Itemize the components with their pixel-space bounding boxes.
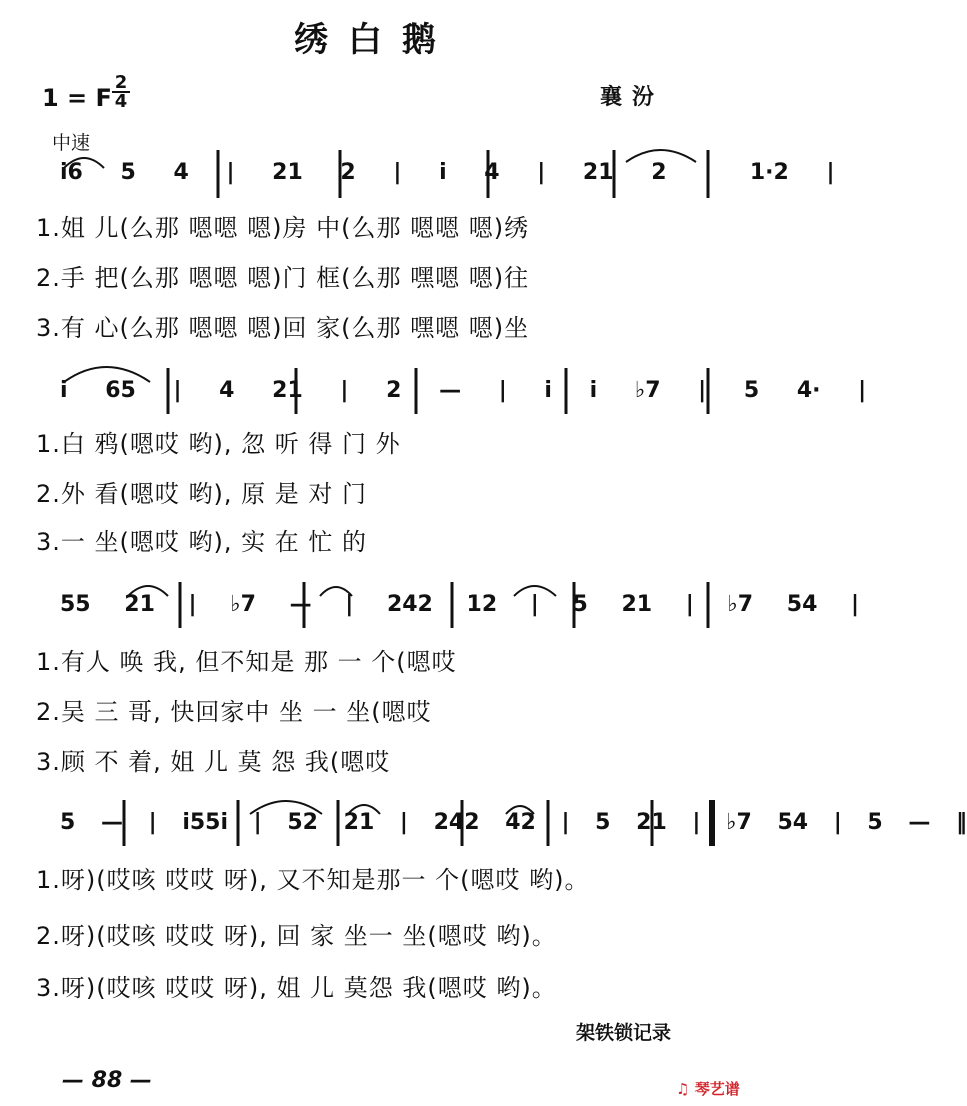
watermark-text: 琴艺谱 — [694, 1080, 740, 1098]
watermark-logo — [676, 1078, 740, 1099]
notation-line-3: 55 21 | ♭7 — | 242 12 | 5 21 | ♭7 54 | — [60, 592, 860, 617]
song-title: 绣白鹅 — [294, 20, 456, 60]
lyric-line-2-1: 1.白 鸦(嗯哎 哟), 忽 听 得 门 外 — [36, 430, 401, 458]
watermark-icon: ♫ — [676, 1080, 690, 1098]
recorder-credit: 架铁锁记录 — [576, 1022, 672, 1044]
lyric-line-1-3: 3.有 心(么那 嗯嗯 嗯)回 家(么那 嘿嗯 嗯)坐 — [36, 314, 530, 342]
page-number: — 88 — — [62, 1068, 152, 1093]
lyric-line-4-2: 2.呀)(哎咳 哎哎 呀), 回 家 坐一 坐(嗯哎 哟)。 — [36, 922, 557, 950]
lyric-line-3-1: 1.有人 唤 我, 但不知是 那 一 个(嗯哎 — [36, 648, 457, 676]
notation-line-1: i6 5 4 | 21 2 | i 4 | 21 2 | 1·2 | — [60, 160, 835, 185]
lyric-line-2-2: 2.外 看(嗯哎 哟), 原 是 对 门 — [36, 480, 368, 508]
time-signature-bottom: 4 — [114, 91, 128, 112]
lyric-line-4-3: 3.呀)(哎咳 哎哎 呀), 姐 儿 莫怨 我(嗯哎 哟)。 — [36, 974, 557, 1002]
notation-line-2: i 65 | 4 21 | 2 — | i i ♭7 | 5 4· | — [60, 378, 867, 403]
lyric-line-1-1: 1.姐 儿(么那 嗯嗯 嗯)房 中(么那 嗯嗯 嗯)绣 — [36, 214, 530, 242]
lyric-line-2-3: 3.一 坐(嗯哎 哟), 实 在 忙 的 — [36, 528, 368, 556]
lyric-line-3-3: 3.顾 不 着, 姐 儿 莫 怨 我(嗯哎 — [36, 748, 391, 776]
key-signature: 1 = F — [42, 84, 112, 112]
lyric-line-1-2: 2.手 把(么那 嗯嗯 嗯)门 框(么那 嘿嗯 嗯)往 — [36, 264, 530, 292]
lyric-line-3-2: 2.吴 三 哥, 快回家中 坐 一 坐(嗯哎 — [36, 698, 432, 726]
lyric-line-4-1: 1.呀)(哎咳 哎哎 呀), 又不知是那一 个(嗯哎 哟)。 — [36, 866, 590, 894]
notation-line-4: 5 — | i55i | 52 21 | 242 42 | 5 21 | ♭7 54 | 5 — ‖ — [60, 810, 967, 835]
region-label: 襄汾 — [600, 85, 665, 110]
time-signature-top: 2 — [114, 72, 128, 93]
tempo-marking: 中速 — [52, 132, 91, 154]
